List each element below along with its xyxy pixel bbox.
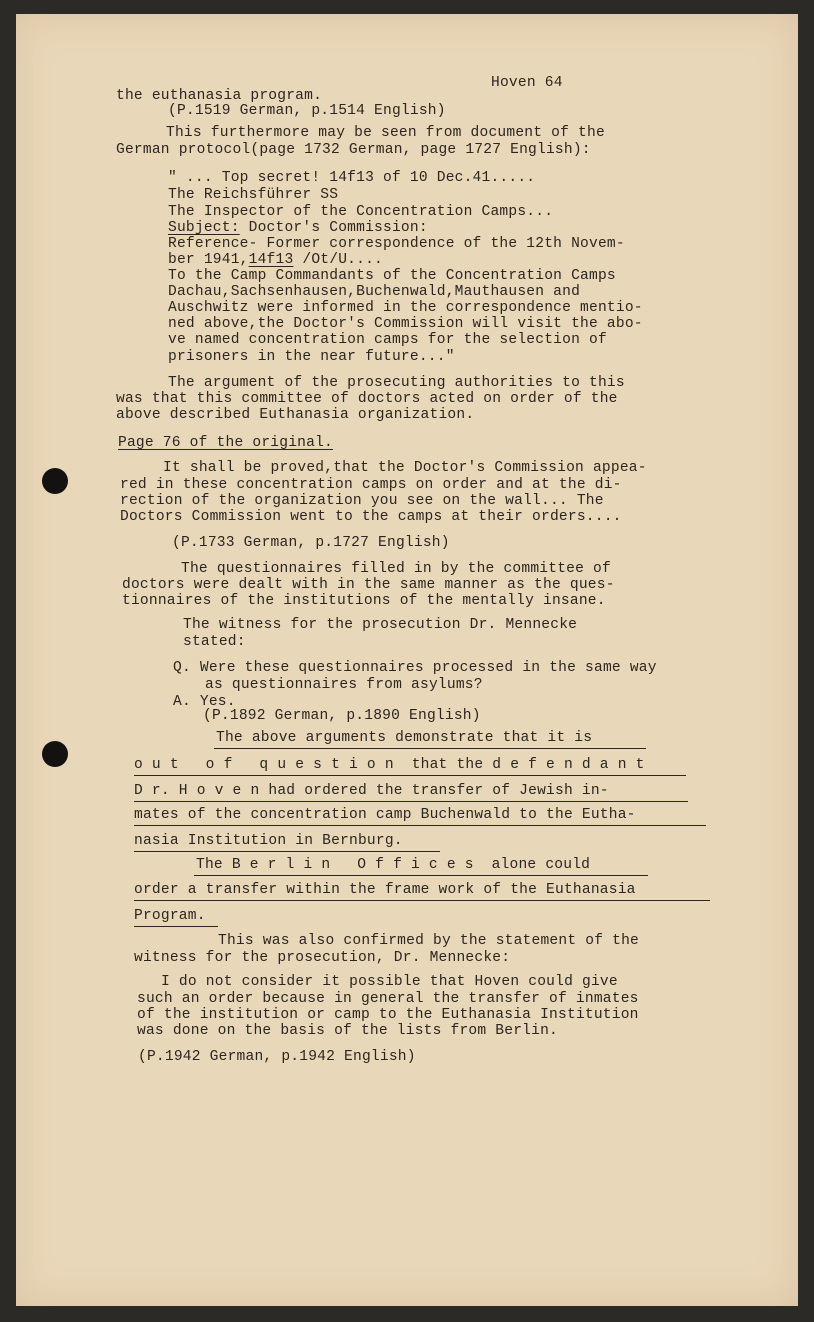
text-line: Doctors Commission went to the camps at their orders.... (120, 509, 622, 525)
text-line: ned above,the Doctor's Commission will visit the abo- (168, 316, 643, 332)
reference-date: ber 1941, (168, 252, 249, 268)
quote-line: was done on the basis of the lists from Berlin. (137, 1023, 559, 1039)
question-line: as questionnaires from asylums? (205, 677, 483, 693)
text-line: (P.1519 German, p.1514 English) (168, 103, 446, 119)
reference-code: 14f13 (248, 252, 294, 268)
text-line: To the Camp Commandants of the Concentration Camps (168, 268, 616, 284)
text-line: prisoners in the near future..." (168, 349, 455, 365)
quote-line: I do not consider it possible that Hoven could give (161, 974, 618, 990)
text-line: The argument of the prosecuting authorities to this (168, 375, 625, 391)
underline-rule (194, 875, 648, 876)
text-line: rection of the organization you see on the wall... The (120, 493, 604, 509)
underline-rule (134, 900, 710, 901)
text-line: red in these concentration camps on order and at the di- (120, 477, 622, 493)
text-line: doctors were dealt with in the same manner as the ques- (122, 577, 615, 593)
emphasis-line: nasia Institution in Bernburg. (134, 833, 403, 849)
emphasis-line: The B e r l i n O f f i c e s alone could (196, 857, 591, 873)
subject-label: Subject: (168, 220, 240, 236)
text-line: The Reichsführer SS (168, 187, 339, 203)
underline-rule (214, 748, 646, 749)
underline-rule (134, 926, 218, 927)
emphasis-line: D r. H o v e n had ordered the transfer of Jewish in- (134, 783, 609, 799)
text-line: witness for the prosecution, Dr. Mennecke: (134, 950, 511, 966)
subject-text: Doctor's Commission: (239, 220, 428, 236)
emphasis-line: o u t o f q u e s t i o n that the d e f e n d a n t (134, 757, 645, 773)
emphasis-line: The above arguments demonstrate that it is (216, 730, 593, 746)
section-heading: Page 76 of the original. (118, 435, 333, 451)
quote-line: such an order because in general the transfer of inmates (137, 991, 639, 1007)
text-line: This furthermore may be seen from document of the (166, 125, 605, 141)
underline-rule (134, 801, 688, 802)
quote-line: of the institution or camp to the Euthanasia Institution (137, 1007, 639, 1023)
text-line: (P.1892 German, p.1890 English) (203, 708, 481, 724)
text-line: This was also confirmed by the statement of the (218, 933, 640, 949)
question-line: Q. Were these questionnaires processed in the same way (173, 660, 657, 676)
underline-rule (134, 775, 686, 776)
text-line: Dachau,Sachsenhausen,Buchenwald,Mauthausen and (168, 284, 581, 300)
text-line: above described Euthanasia organization. (116, 407, 475, 423)
text-line: The witness for the prosecution Dr. Mennecke (183, 617, 578, 633)
text-line: stated: (183, 634, 246, 650)
emphasis-line: order a transfer within the frame work of the Euthanasia (134, 882, 636, 898)
text-line: Auschwitz were informed in the correspondence mentio- (168, 300, 643, 316)
text-line: ve named concentration camps for the selection of (168, 332, 607, 348)
text-line: tionnaires of the institutions of the mentally insane. (122, 593, 606, 609)
underline-rule (134, 851, 440, 852)
text-line (168, 252, 383, 268)
text-line: German protocol(page 1732 German, page 1727 English): (116, 142, 591, 158)
text-line: Reference- Former correspondence of the 12th Novem- (168, 236, 625, 252)
text-line: the euthanasia program. (116, 88, 323, 104)
text-line: It shall be proved,that the Doctor's Commission appea- (163, 460, 647, 476)
punch-hole-upper (42, 468, 68, 494)
text-line (168, 220, 428, 236)
emphasis-line: mates of the concentration camp Buchenwald to the Eutha- (134, 807, 636, 823)
reference-suffix: /Ot/U.... (293, 252, 383, 268)
text-line: (P.1733 German, p.1727 English) (172, 535, 450, 551)
page-reference: Hoven 64 (491, 75, 563, 91)
text-line: " ... Top secret! 14f13 of 10 Dec.41..... (168, 170, 536, 186)
underline-rule (134, 825, 706, 826)
answer-line: A. Yes. (173, 694, 236, 710)
punch-hole-lower (42, 741, 68, 767)
emphasis-line: Program. (134, 908, 206, 924)
text-line: (P.1942 German, p.1942 English) (138, 1049, 416, 1065)
text-line: The questionnaires filled in by the committee of (181, 561, 611, 577)
text-line: was that this committee of doctors acted on order of the (116, 391, 618, 407)
text-line: The Inspector of the Concentration Camps... (168, 204, 554, 220)
